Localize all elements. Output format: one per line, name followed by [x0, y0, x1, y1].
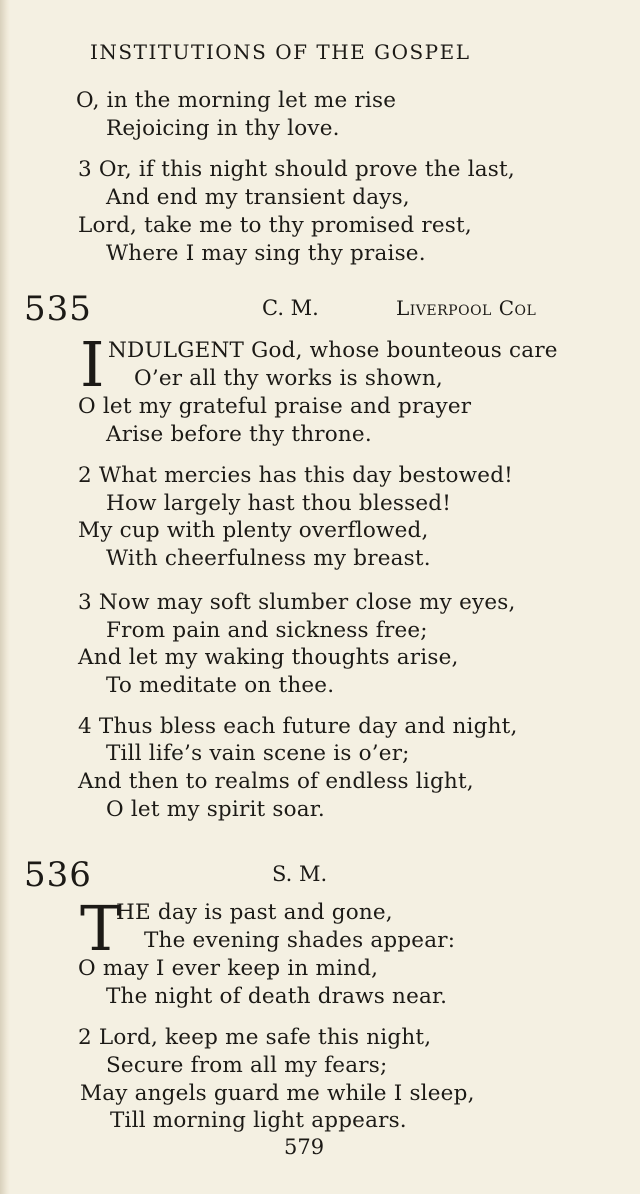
- verse-line: O let my spirit soar.: [106, 797, 325, 822]
- verse-line: From pain and sickness free;: [106, 618, 428, 643]
- verse-line: 3 Or, if this night should prove the last,: [78, 157, 515, 182]
- verse-line: O may I ever keep in mind,: [78, 956, 379, 981]
- verse-line: 2 Lord, keep me safe this night,: [78, 1025, 432, 1050]
- page-edge-shadow: [0, 0, 10, 1194]
- hymn-number: 535: [24, 289, 92, 329]
- verse-line: Where I may sing thy praise.: [106, 241, 426, 266]
- verse-line: HE day is past and gone,: [116, 900, 393, 925]
- verse-line: With cheerfulness my breast.: [106, 546, 431, 571]
- page-number: 579: [284, 1135, 325, 1159]
- verse-line: 2 What mercies has this day bestowed!: [78, 463, 514, 488]
- verse-line: How largely hast thou blessed!: [106, 491, 452, 516]
- drop-capital: T: [80, 892, 122, 965]
- verse-line: O, in the morning let me rise: [76, 88, 397, 113]
- hymn-number: 536: [24, 855, 92, 895]
- verse-line: O let my grateful praise and prayer: [78, 394, 472, 419]
- verse-line: To meditate on thee.: [106, 673, 335, 698]
- verse-line: And end my transient days,: [106, 185, 410, 210]
- verse-line: The evening shades appear:: [144, 928, 456, 953]
- verse-line: Rejoicing in thy love.: [106, 116, 340, 141]
- verse-line: Secure from all my fears;: [106, 1053, 388, 1078]
- hymn-meter: S. M.: [272, 862, 328, 886]
- verse-line: May angels guard me while I sleep,: [80, 1081, 475, 1106]
- verse-line: My cup with plenty overflowed,: [78, 518, 429, 543]
- verse-line: Till morning light appears.: [110, 1108, 407, 1133]
- verse-line: O’er all thy works is shown,: [134, 366, 443, 391]
- verse-line: Till life’s vain scene is o’er;: [106, 741, 410, 766]
- verse-line: NDULGENT God, whose bounteous care: [108, 338, 558, 363]
- hymn-tune: Liverpool Col: [396, 296, 537, 320]
- hymn-meter: C. M.: [262, 296, 319, 320]
- running-header: INSTITUTIONS OF THE GOSPEL: [90, 40, 471, 64]
- verse-line: Arise before thy throne.: [106, 422, 372, 447]
- verse-line: Lord, take me to thy promised rest,: [78, 213, 472, 238]
- verse-line: And let my waking thoughts arise,: [78, 645, 459, 670]
- verse-line: 3 Now may soft slumber close my eyes,: [78, 590, 516, 615]
- drop-capital: I: [80, 328, 105, 401]
- verse-line: And then to realms of endless light,: [78, 769, 474, 794]
- verse-line: 4 Thus bless each future day and night,: [78, 714, 518, 739]
- verse-line: The night of death draws near.: [106, 984, 448, 1009]
